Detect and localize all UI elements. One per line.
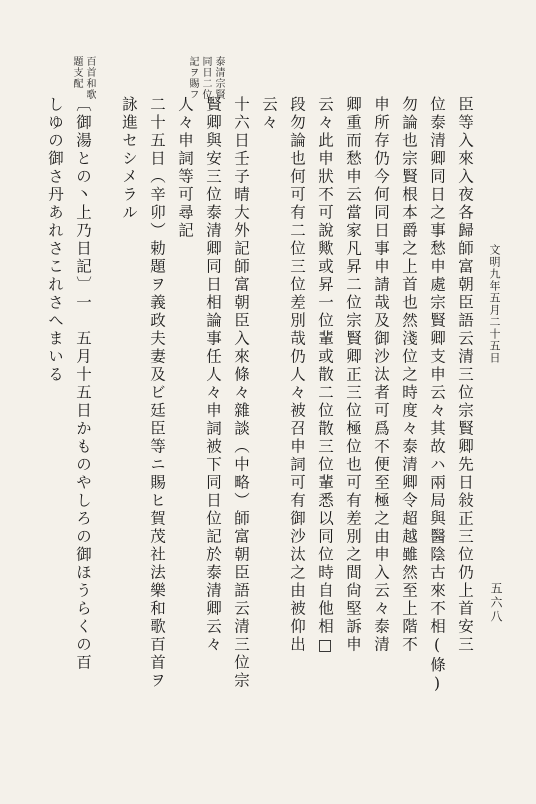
text-column-5: 卿重而愁申云當家凡昇二位宗賢卿正三位極位也可有差別之間尙堅訴申 xyxy=(344,96,362,654)
text-column-6: 云々此申狀不可說歟或昇一位輩或散二位散三位輩悉以同位時自他相□ xyxy=(316,96,334,657)
margin-note-line: 泰清宗賢 xyxy=(213,56,224,100)
margin-note-line: 記ヲ賜フ xyxy=(187,56,198,100)
text-column-7: 段勿論也何可有二位三位差別哉仍人々被召申詞可有御沙汰之由被仰出 xyxy=(288,96,306,654)
margin-note-line: 題支配 xyxy=(71,56,82,89)
text-column-1: 臣等入來入夜各歸師富朝臣語云清三位宗賢卿先日敍正三位仍上首安三 xyxy=(456,96,474,654)
text-column-3: 勿論也宗賢根本爵之上首也然淺位之時度々泰清卿令超越雖然至上階不 xyxy=(400,96,418,654)
text-column-10: 賢卿與安三位泰清卿同日相論事任人々申詞被下同日位記於泰清卿云々 xyxy=(204,96,222,654)
running-head: 文明九年五月二十五日 xyxy=(488,244,501,364)
text-column-9: 十六日壬子晴大外記師富朝臣入來條々雜談（中略）師富朝臣語云清三位宗 xyxy=(232,96,250,690)
text-column-2: 位泰清卿同日之事愁申處宗賢卿支申云々其故ハ兩局與醫陰古來不相(條) xyxy=(428,96,446,695)
text-column-14: 〔御湯との丶上乃日記〕一 五月十五日かものやしろの御ほうらくの百 xyxy=(74,96,92,672)
text-column-12: 二十五日（辛卯）勅題ヲ義政夫妻及ビ廷臣等ニ賜ヒ賀茂社法樂和歌百首ヲ xyxy=(148,96,166,690)
text-column-4: 申所存仍今何同日事申請哉及御沙汰者可爲不便至極之由申入云々泰清 xyxy=(372,96,390,654)
text-column-11: 人々申詞等可尋記 xyxy=(176,96,194,240)
margin-note-line: 百首和歌 xyxy=(84,56,95,100)
text-column-8: 云々 xyxy=(260,96,278,132)
margin-note-line: 同日二位 xyxy=(200,56,211,100)
text-column-13: 詠進セシメラル xyxy=(120,96,138,222)
text-column-15: しゆの御さ丹あれさこれさへまいる xyxy=(46,96,64,384)
page-number: 五六八 xyxy=(489,582,503,624)
